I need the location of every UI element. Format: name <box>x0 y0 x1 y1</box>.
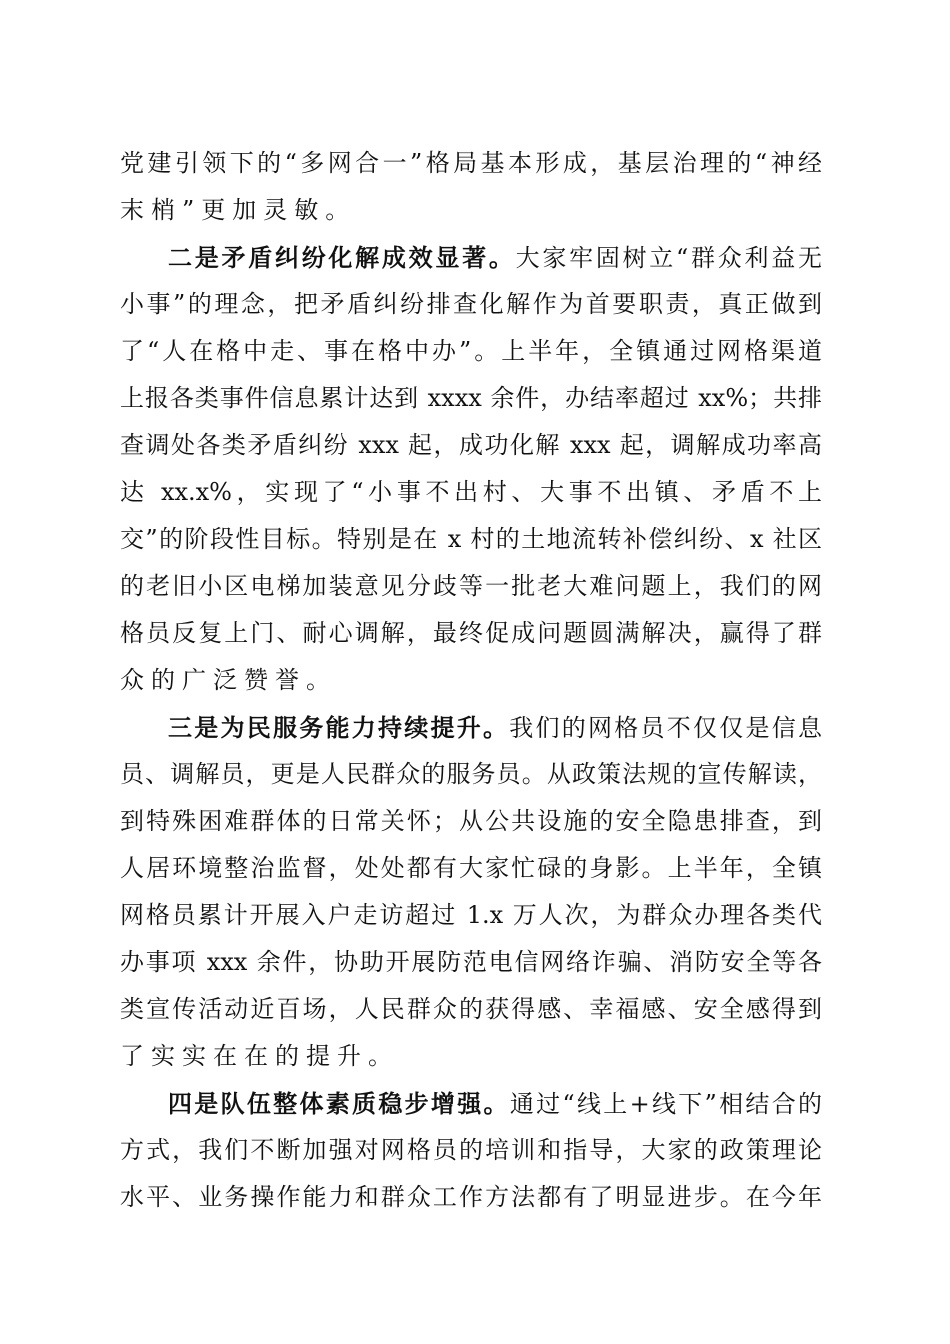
paragraph-first-line <box>120 704 822 751</box>
text-line: 的老旧小区电梯加装意见分歧等一批老大难问题上，我们的网 <box>120 572 822 600</box>
text-line: 众的广泛赞誉。 <box>120 666 337 694</box>
paragraph-first-line <box>120 234 822 281</box>
paragraph-first-line <box>120 1080 822 1127</box>
text-line: 类宣传活动近百场，人民群众的获得感、幸福感、安全感得到 <box>120 995 822 1023</box>
text-line: 小事”的理念，把矛盾纠纷排查化解作为首要职责，真正做到 <box>120 290 822 318</box>
text-line: 到特殊困难群体的日常关怀；从公共设施的安全隐患排查，到 <box>120 807 822 835</box>
document-body <box>120 140 822 1221</box>
text-line: 了“人在格中走、事在格中办”。上半年，全镇通过网格渠道 <box>120 337 822 365</box>
text-line: 方式，我们不断加强对网格员的培训和指导，大家的政策理论 <box>120 1136 822 1164</box>
text-line: 查调处各类矛盾纠纷 xxx 起，成功化解 xxx 起，调解成功率高 <box>120 431 822 459</box>
text-line: 党建引领下的“多网合一”格局基本形成，基层治理的“神经 <box>120 149 822 177</box>
section-heading: 二是矛盾纠纷化解成效显著。 <box>168 243 516 272</box>
text-line: 了实实在在的提升。 <box>120 1042 399 1070</box>
text-run: 我们的网格员不仅仅是信息 <box>509 714 822 742</box>
text-line: 末梢”更加灵敏。 <box>120 196 357 224</box>
section-heading: 四是队伍整体素质稳步增强。 <box>168 1089 510 1118</box>
text-line: 员、调解员，更是人民群众的服务员。从政策法规的宣传解读， <box>120 760 822 788</box>
text-line: 水平、业务操作能力和群众工作方法都有了明显进步。在今年 <box>120 1183 822 1211</box>
text-line: 上报各类事件信息累计达到 xxxx 余件，办结率超过 xx%；共排 <box>120 384 822 412</box>
text-line: 人居环境整治监督，处处都有大家忙碌的身影。上半年，全镇 <box>120 854 822 882</box>
text-line: 网格员累计开展入户走访超过 1.x 万人次，为群众办理各类代 <box>120 901 822 929</box>
text-line: 办事项 xxx 余件，协助开展防范电信网络诈骗、消防安全等各 <box>120 948 822 976</box>
section-heading: 三是为民服务能力持续提升。 <box>168 713 510 742</box>
text-line: 交”的阶段性目标。特别是在 x 村的土地流转补偿纠纷、x 社区 <box>120 525 822 553</box>
text-line: 达 xx.x%，实现了“小事不出村、大事不出镇、矛盾不上 <box>120 478 822 506</box>
text-run: 通过“线上+线下”相结合的 <box>509 1090 823 1118</box>
text-run: 大家牢固树立“群众利益无 <box>515 244 822 272</box>
text-line: 格员反复上门、耐心调解，最终促成问题圆满解决，赢得了群 <box>120 619 822 647</box>
